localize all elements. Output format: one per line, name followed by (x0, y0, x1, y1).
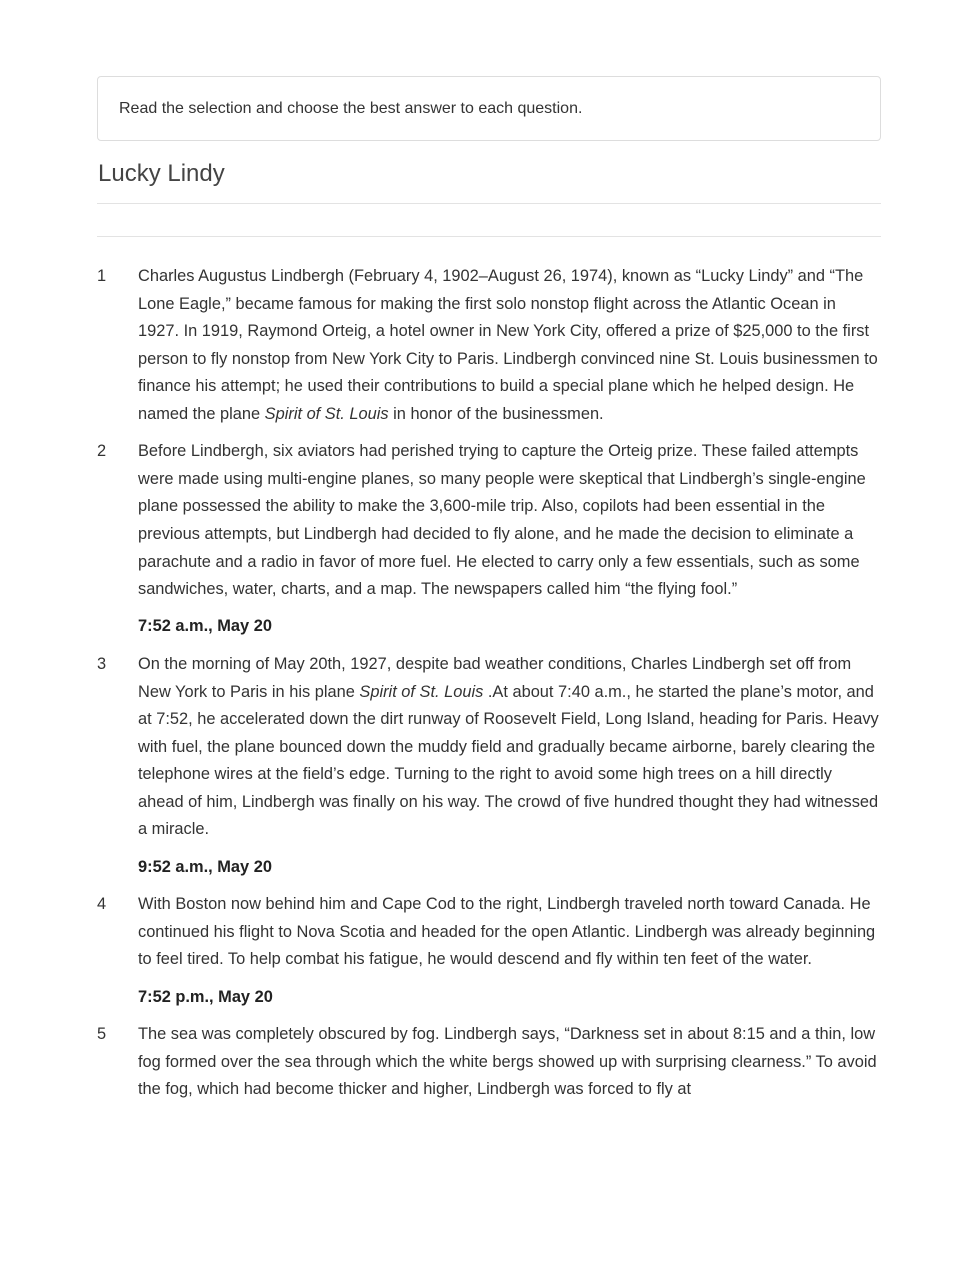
paragraph-2 (97, 438, 881, 604)
time-subheading: 7:52 p.m., May 20 (138, 987, 273, 1006)
document-page (97, 76, 881, 1114)
paragraph-5 (97, 1021, 881, 1104)
paragraph-number: 5 (97, 1025, 107, 1044)
paragraph-text: With Boston now behind him and Cape Cod to the right, Lindbergh traveled north toward Canada. He continued his flight to Nova Scotia and headed for the open Atlantic. Lindbergh was already beginning to feel tired. To help combat his fatigue, he would descend and fly within ten feet of the water. (138, 895, 876, 969)
paragraph-number: 4 (97, 895, 107, 914)
paragraph-1 (97, 263, 881, 429)
paragraph-4 (97, 891, 881, 974)
section-divider (97, 236, 881, 237)
passage (97, 263, 881, 1104)
time-subheading: 9:52 a.m., May 20 (138, 857, 272, 876)
instructions-text: Read the selection and choose the best answer to each question. (119, 99, 583, 117)
instructions-box (97, 76, 881, 141)
paragraph-text: Before Lindbergh, six aviators had perished trying to capture the Orteig prize. These failed attempts were made using multi-engine planes, so many people were skeptical that Lindbergh’s single-engine plane possessed the ability to make the 3,600-mile trip. Also, copilots had been essential in the previous attempts, but Lindbergh had decided to fly alone, and he made the decision to eliminate a parachute and a radio in favor of more fuel. He elected to carry only a few essentials, such as some sandwiches, water, charts, and a map. The newspapers called him “the flying fool.” (138, 442, 866, 599)
plane-name-italic: Spirit of St. Louis (264, 404, 389, 423)
paragraph-text: On the morning of May 20th, 1927, despite bad weather conditions, Charles Lindbergh set off from New York to Paris in his plane Spirit of St. Louis .At about 7:40 a.m., he started the plane’s motor, and at 7:52, he accelerated down the dirt runway of Roosevelt Field, Long Island, heading for Paris. Heavy with fuel, the plane bounced down the muddy field and gradually became airborne, barely clearing the telephone wires at the field’s edge. Turning to the right to avoid some high trees on a hill directly ahead of him, Lindbergh was finally on his way. The crowd of five hundred thought they had witnessed a miracle. (138, 654, 879, 839)
paragraph-text: The sea was completely obscured by fog. Lindbergh says, “Darkness set in about 8:15 and a thin, low fog formed over the sea through which the white bergs showed up with surprising clearness.” To avoid the fog, which had become thicker and higher, Lindbergh was forced to fly at (138, 1025, 877, 1099)
paragraph-number: 1 (97, 267, 107, 285)
paragraph-number: 2 (97, 442, 107, 461)
passage-title: Lucky Lindy (98, 160, 225, 187)
paragraph-3 (97, 651, 881, 844)
time-subheading: 7:52 a.m., May 20 (138, 617, 272, 636)
paragraph-text: Charles Augustus Lindbergh (February 4, 1902–August 26, 1974), known as “Lucky Lindy” and “The Lone Eagle,” became famous for making the first solo nonstop flight across the Atlantic Ocean in 1927. In 1919, Raymond Orteig, a hotel owner in New York City, offered a prize of $25,000 to the first person to fly nonstop from New York City to Paris. Lindbergh convinced nine St. Louis businessmen to finance his attempt; he used their contributions to build a special plane which he helped design. He named the plane Spirit of St. Louis in honor of the businessmen. (138, 267, 878, 423)
paragraph-number: 3 (97, 654, 107, 673)
title-divider (97, 203, 881, 204)
plane-name-italic: Spirit of St. Louis (359, 682, 484, 701)
